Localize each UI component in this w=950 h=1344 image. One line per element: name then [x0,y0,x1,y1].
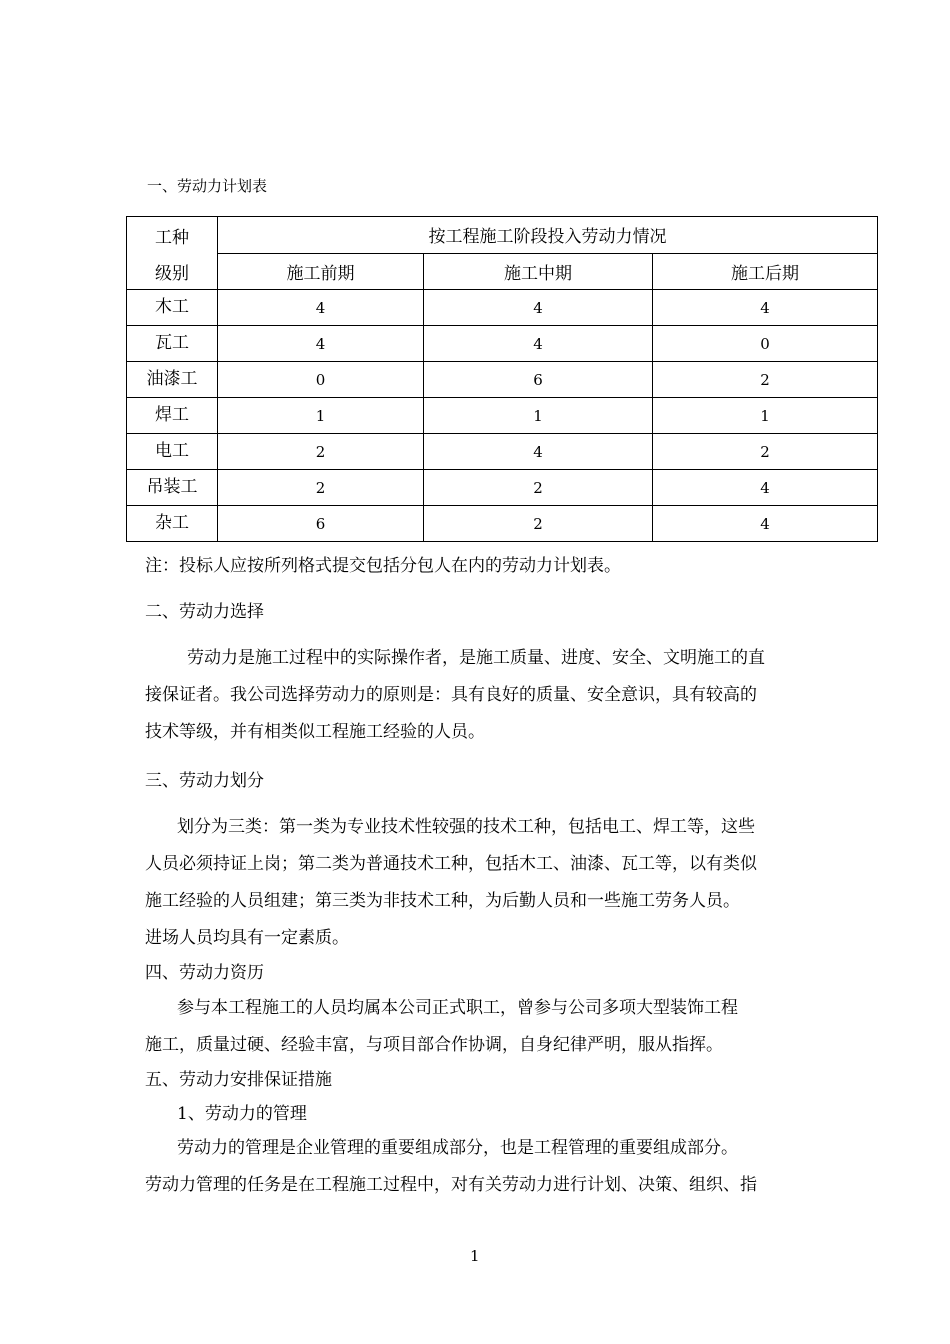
labor-plan-table [126,216,878,542]
value-cell: 2 [653,362,878,398]
value-cell: 4 [218,326,424,362]
table-row [127,470,878,506]
value-cell: 2 [424,470,653,506]
phase-header: 施工后期 [653,253,878,290]
paragraph-line: 施工，质量过硬、经验丰富，与项目部合作协调，自身纪律严明，服从指挥。 [145,1035,723,1055]
table-row [127,290,878,326]
kind-cell: 杂工 [127,506,218,542]
paragraph-line: 技术等级，并有相类似工程施工经验的人员。 [145,722,485,742]
value-cell: 2 [424,506,653,542]
value-cell: 4 [218,290,424,326]
table-header-row [127,217,878,254]
value-cell: 4 [424,326,653,362]
section4-title: 四、劳动力资历 [145,963,264,983]
value-cell: 0 [653,326,878,362]
paragraph-line: 接保证者。我公司选择劳动力的原则是：具有良好的质量、安全意识，具有较高的 [145,685,757,705]
paragraph-line: 进场人员均具有一定素质。 [145,928,349,948]
paragraph-line: 劳动力管理的任务是在工程施工过程中，对有关劳动力进行计划、决策、组织、指 [145,1175,757,1195]
kind-cell: 油漆工 [127,362,218,398]
section5-subtitle: 1、劳动力的管理 [177,1104,307,1124]
kind-cell: 瓦工 [127,326,218,362]
kind-cell: 电工 [127,434,218,470]
table-row [127,326,878,362]
value-cell: 0 [218,362,424,398]
phase-group-header: 按工程施工阶段投入劳动力情况 [218,217,878,254]
value-cell: 1 [653,398,878,434]
paragraph-line: 划分为三类：第一类为专业技术性较强的技术工种，包括电工、焊工等，这些 [177,817,755,837]
value-cell: 2 [218,434,424,470]
kind-header-cell [127,217,218,290]
paragraph-line: 参与本工程施工的人员均属本公司正式职工，曾参与公司多项大型装饰工程 [177,998,738,1018]
kind-cell: 焊工 [127,398,218,434]
section1-title: 一、劳动力计划表 [147,177,268,195]
kind-header-line2: 级别 [155,263,189,284]
paragraph-line: 施工经验的人员组建；第三类为非技术工种，为后勤人员和一些施工劳务人员。 [145,891,740,911]
value-cell: 4 [653,290,878,326]
value-cell: 2 [653,434,878,470]
value-cell: 4 [653,470,878,506]
table-row [127,398,878,434]
value-cell: 2 [218,470,424,506]
table-row [127,362,878,398]
paragraph-line: 劳动力的管理是企业管理的重要组成部分，也是工程管理的重要组成部分。 [177,1138,738,1158]
phase-header: 施工中期 [424,253,653,290]
paragraph-line: 人员必须持证上岗；第二类为普通技术工种，包括木工、油漆、瓦工等，以有类似 [145,854,757,874]
paragraph-line: 劳动力是施工过程中的实际操作者，是施工质量、进度、安全、文明施工的直 [187,648,765,668]
table-note: 注：投标人应按所列格式提交包括分包人在内的劳动力计划表。 [145,556,621,576]
table-row [127,434,878,470]
phase-header: 施工前期 [218,253,424,290]
section3-title: 三、劳动力划分 [145,771,264,791]
value-cell: 4 [653,506,878,542]
table-phase-row [127,253,878,290]
value-cell: 1 [424,398,653,434]
value-cell: 6 [218,506,424,542]
section5-title: 五、劳动力安排保证措施 [145,1070,332,1090]
kind-cell: 木工 [127,290,218,326]
value-cell: 4 [424,434,653,470]
value-cell: 4 [424,290,653,326]
section2-title: 二、劳动力选择 [145,602,264,622]
value-cell: 1 [218,398,424,434]
value-cell: 6 [424,362,653,398]
kind-cell: 吊装工 [127,470,218,506]
page-number: 1 [470,1247,480,1265]
table-row [127,506,878,542]
kind-header-line1: 工种 [155,227,189,248]
